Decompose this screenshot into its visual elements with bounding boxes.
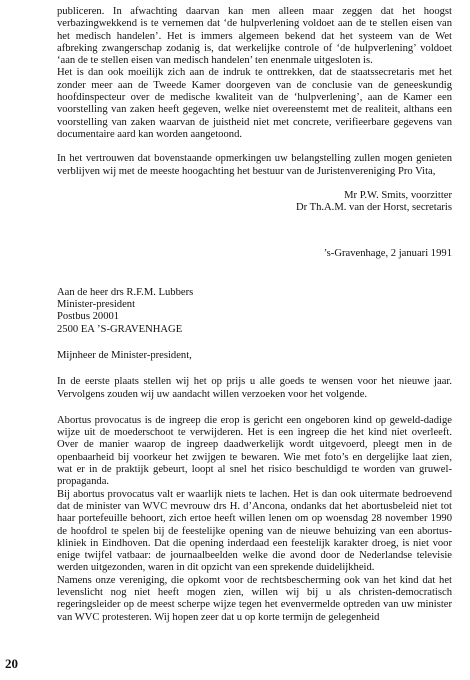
address-line-4: 2500 EA ’S-GRAVENHAGE <box>57 323 183 335</box>
address-block <box>57 287 452 336</box>
paragraph-2: Het is dan ook moeilijk zich aan de indruk te onttrekken, dat de staatssecretaris met het zonder meer aan de Tweede Kamer doorgeven van de conclusie van de geneeskundig hoofdinspecteur over de medische kwaliteit van de ‘hulpverlening’, aan de Kamer een voorstelling van zaken heeft gegeven, welke niet overeenstemt met de realiteit, althans een voorstelling van zaken waarvan de juistheid niet met concrete, verifieerbare gegevens van documentaire aard kan worden aangetoond. <box>57 67 452 140</box>
paragraph-6: Bij abortus provocatus valt er waarlijk niets te lachen. Het is dan ook uitermate bedroevend dat de minister van WVC mevrouw drs H. d’Ancona, ondanks dat het abortusbeleid niet tot haar portefeuille behoort, zich ertoe heeft willen lenen om op woensdag 28 november 1990 de hoofdrol te spelen bij de feestelijke opening van de nieuwe behuizing van een abortus- kliniek in Eindhoven. Dat die opening inderdaad een feestelijk karakter droeg, is niet voor enige twijfel vatbaar: de journaalbeelden welke die avond door de Nederlandse televisie werden uitgezonden, waren in dit opzicht van een sprekende duidelijkheid. <box>57 488 452 574</box>
signature-block <box>57 190 452 215</box>
opening-paragraph: publiceren. In afwachting daarvan kan men alleen maar zeggen dat het hoogst verbazingwekkend is te vernemen dat ‘de hulpverlening voldoet aan de te stellen eisen van het medisch handelen’. Het is immers algemeen bekend dat het systeem van de Wet afbreking zwangerschap zodanig is, dat werkelijke controle of ‘de hulpverlening’ voldoet ‘aan de te stellen eisen van medisch handelen’ ten enenmale uitgesloten is. <box>57 6 452 67</box>
letter-body <box>57 6 452 624</box>
paragraph-4: In de eerste plaats stellen wij het op prijs u alle goeds te wensen voor het nieuwe jaar. Vervolgens zouden wij uw aandacht willen verzoeken voor het volgende. <box>57 376 452 400</box>
address-line-3: Postbus 20001 <box>57 311 120 323</box>
address-line-2: Minister-president <box>57 299 136 311</box>
paragraph-7: Namens onze vereniging, die opkomt voor de rechtsbescherming ook van het kind dat het levenslicht nog niet heeft mogen zien, willen wij bij u als christen-democratisch regeringsleider op de meest scherpe wijze tegen het evenvermelde optreden van uw minister van WVC protesteren. Wij hopen zeer dat u op korte termijn de gelegenheid <box>57 574 452 623</box>
place-date: ’s-Gravenhage, 2 januari 1991 <box>323 248 452 260</box>
salutation: Mijnheer de Minister-president, <box>57 349 192 361</box>
page-number: 20 <box>5 656 18 671</box>
address-line-1: Aan de heer drs R.F.M. Lubbers <box>57 286 194 298</box>
signatory-secretary: Dr Th.A.M. van der Horst, secretaris <box>295 202 452 214</box>
signatory-chair: Mr P.W. Smits, voorzitter <box>344 189 452 201</box>
paragraph-5: Abortus provocatus is de ingreep die erop is gericht een ongeboren kind op geweld-dadige wijze uit de moederschoot te verwijderen. Het is een ingreep die het kind niet overleeft. Over de manier waarop de ingreep daadwerkelijk wordt uitgevoerd, pleegt men in de openbaarheid bij voorkeur het zwijgen te bewaren. Wie met foto’s en dergelijke laat zien, wat er in de praktijk gebeurt, loopt al snel het risico beschuldigd te worden van gruwel-propaganda. <box>57 414 452 488</box>
paragraph-3: In het vertrouwen dat bovenstaande opmerkingen uw belangstelling zullen mogen genieten verblijven wij met de meeste hoogachting het bestuur van de Juristenvereniging Pro Vita, <box>57 153 452 177</box>
